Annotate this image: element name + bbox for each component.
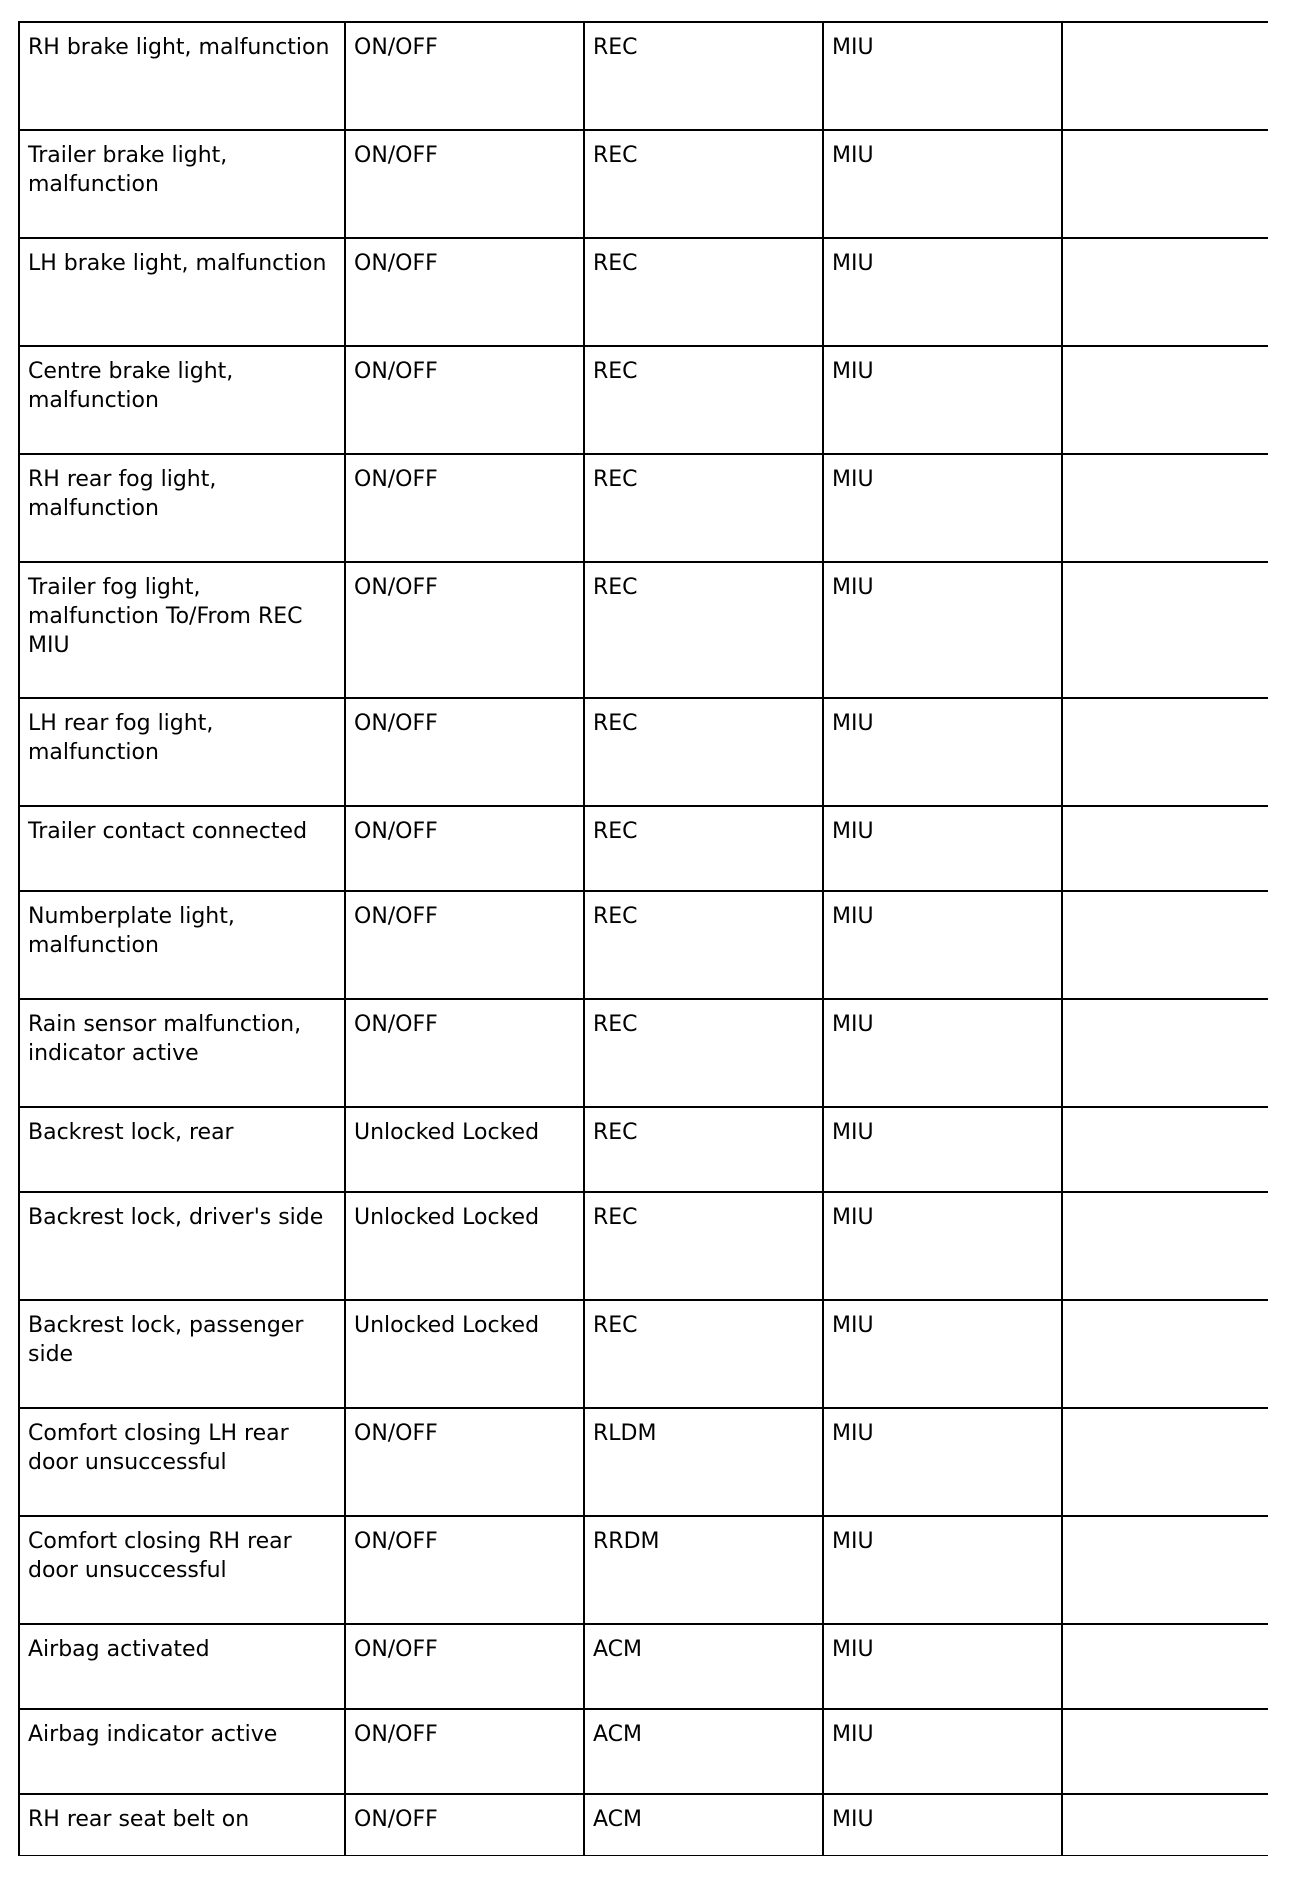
signal-name-cell: Trailer contact connected [19, 806, 345, 891]
to-module-cell: MIU [823, 999, 1062, 1107]
signal-values-cell: ON/OFF [345, 806, 584, 891]
signal-values-cell: Unlocked Locked [345, 1300, 584, 1408]
from-module-cell: REC [584, 891, 823, 999]
notes-cell [1062, 891, 1268, 999]
from-module-cell: REC [584, 130, 823, 238]
signal-name-cell: RH brake light, malfunction [19, 22, 345, 130]
table-row [19, 1624, 1268, 1709]
table-row [19, 562, 1268, 698]
from-module-cell: REC [584, 346, 823, 454]
from-module-cell: REC [584, 562, 823, 698]
signal-name-cell: Backrest lock, rear [19, 1107, 345, 1192]
to-module-cell: MIU [823, 562, 1062, 698]
to-module-cell: MIU [823, 1107, 1062, 1192]
signal-name-cell: Rain sensor malfunction, indicator active [19, 999, 345, 1107]
table-row [19, 22, 1268, 130]
table-row [19, 891, 1268, 999]
signal-name-cell: LH brake light, malfunction [19, 238, 345, 346]
notes-cell [1062, 562, 1268, 698]
from-module-cell: ACM [584, 1794, 823, 1856]
table-row [19, 130, 1268, 238]
signal-values-cell: ON/OFF [345, 238, 584, 346]
from-module-cell: REC [584, 454, 823, 562]
table-row [19, 454, 1268, 562]
from-module-cell: REC [584, 999, 823, 1107]
to-module-cell: MIU [823, 1300, 1062, 1408]
to-module-cell: MIU [823, 1709, 1062, 1794]
to-module-cell: MIU [823, 891, 1062, 999]
notes-cell [1062, 806, 1268, 891]
notes-cell [1062, 1624, 1268, 1709]
signal-values-cell: ON/OFF [345, 891, 584, 999]
signal-values-cell: Unlocked Locked [345, 1107, 584, 1192]
signal-values-cell: ON/OFF [345, 1624, 584, 1709]
notes-cell [1062, 1192, 1268, 1300]
signal-values-cell: ON/OFF [345, 454, 584, 562]
notes-cell [1062, 238, 1268, 346]
notes-cell [1062, 1107, 1268, 1192]
table-row [19, 999, 1268, 1107]
notes-cell [1062, 22, 1268, 130]
table-row [19, 1107, 1268, 1192]
to-module-cell: MIU [823, 1624, 1062, 1709]
notes-cell [1062, 346, 1268, 454]
to-module-cell: MIU [823, 1408, 1062, 1516]
from-module-cell: RLDM [584, 1408, 823, 1516]
from-module-cell: RRDM [584, 1516, 823, 1624]
to-module-cell: MIU [823, 130, 1062, 238]
notes-cell [1062, 1408, 1268, 1516]
signal-name-cell: RH rear seat belt on [19, 1794, 345, 1856]
from-module-cell: REC [584, 698, 823, 806]
table-row [19, 1794, 1268, 1856]
to-module-cell: MIU [823, 1192, 1062, 1300]
signal-values-cell: ON/OFF [345, 346, 584, 454]
signal-values-cell: ON/OFF [345, 698, 584, 806]
table-row [19, 238, 1268, 346]
signal-name-cell: Comfort closing LH rear door unsuccessful [19, 1408, 345, 1516]
signal-values-cell: ON/OFF [345, 1709, 584, 1794]
to-module-cell: MIU [823, 1516, 1062, 1624]
to-module-cell: MIU [823, 346, 1062, 454]
from-module-cell: REC [584, 238, 823, 346]
notes-cell [1062, 130, 1268, 238]
signal-values-cell: ON/OFF [345, 1794, 584, 1856]
signal-name-cell: Numberplate light, malfunction [19, 891, 345, 999]
table-row [19, 1192, 1268, 1300]
signal-values-cell: Unlocked Locked [345, 1192, 584, 1300]
from-module-cell: REC [584, 1300, 823, 1408]
from-module-cell: REC [584, 1107, 823, 1192]
notes-cell [1062, 698, 1268, 806]
signal-values-cell: ON/OFF [345, 130, 584, 238]
signal-name-cell: Airbag indicator active [19, 1709, 345, 1794]
signal-name-cell: Trailer fog light, malfunction To/From REC MIU [19, 562, 345, 698]
signal-values-cell: ON/OFF [345, 1516, 584, 1624]
from-module-cell: ACM [584, 1709, 823, 1794]
signal-name-cell: Backrest lock, passenger side [19, 1300, 345, 1408]
table-row [19, 698, 1268, 806]
table-row [19, 346, 1268, 454]
signal-values-cell: ON/OFF [345, 1408, 584, 1516]
notes-cell [1062, 1300, 1268, 1408]
notes-cell [1062, 1709, 1268, 1794]
signal-values-cell: ON/OFF [345, 999, 584, 1107]
notes-cell [1062, 454, 1268, 562]
from-module-cell: REC [584, 806, 823, 891]
signal-name-cell: RH rear fog light, malfunction [19, 454, 345, 562]
signal-name-cell: Airbag activated [19, 1624, 345, 1709]
notes-cell [1062, 1794, 1268, 1856]
signal-name-cell: Trailer brake light, malfunction [19, 130, 345, 238]
signal-name-cell: LH rear fog light, malfunction [19, 698, 345, 806]
to-module-cell: MIU [823, 698, 1062, 806]
document-page [18, 21, 1268, 1856]
from-module-cell: ACM [584, 1624, 823, 1709]
signal-name-cell: Comfort closing RH rear door unsuccessful [19, 1516, 345, 1624]
signal-values-cell: ON/OFF [345, 562, 584, 698]
from-module-cell: REC [584, 22, 823, 130]
signal-table-body [19, 22, 1268, 1856]
table-row [19, 1300, 1268, 1408]
signal-name-cell: Backrest lock, driver's side [19, 1192, 345, 1300]
to-module-cell: MIU [823, 454, 1062, 562]
table-row [19, 1709, 1268, 1794]
notes-cell [1062, 1516, 1268, 1624]
table-row [19, 806, 1268, 891]
to-module-cell: MIU [823, 238, 1062, 346]
to-module-cell: MIU [823, 22, 1062, 130]
signal-name-cell: Centre brake light, malfunction [19, 346, 345, 454]
table-row [19, 1408, 1268, 1516]
signal-values-cell: ON/OFF [345, 22, 584, 130]
notes-cell [1062, 999, 1268, 1107]
from-module-cell: REC [584, 1192, 823, 1300]
signal-table [18, 21, 1268, 1856]
to-module-cell: MIU [823, 806, 1062, 891]
to-module-cell: MIU [823, 1794, 1062, 1856]
table-row [19, 1516, 1268, 1624]
